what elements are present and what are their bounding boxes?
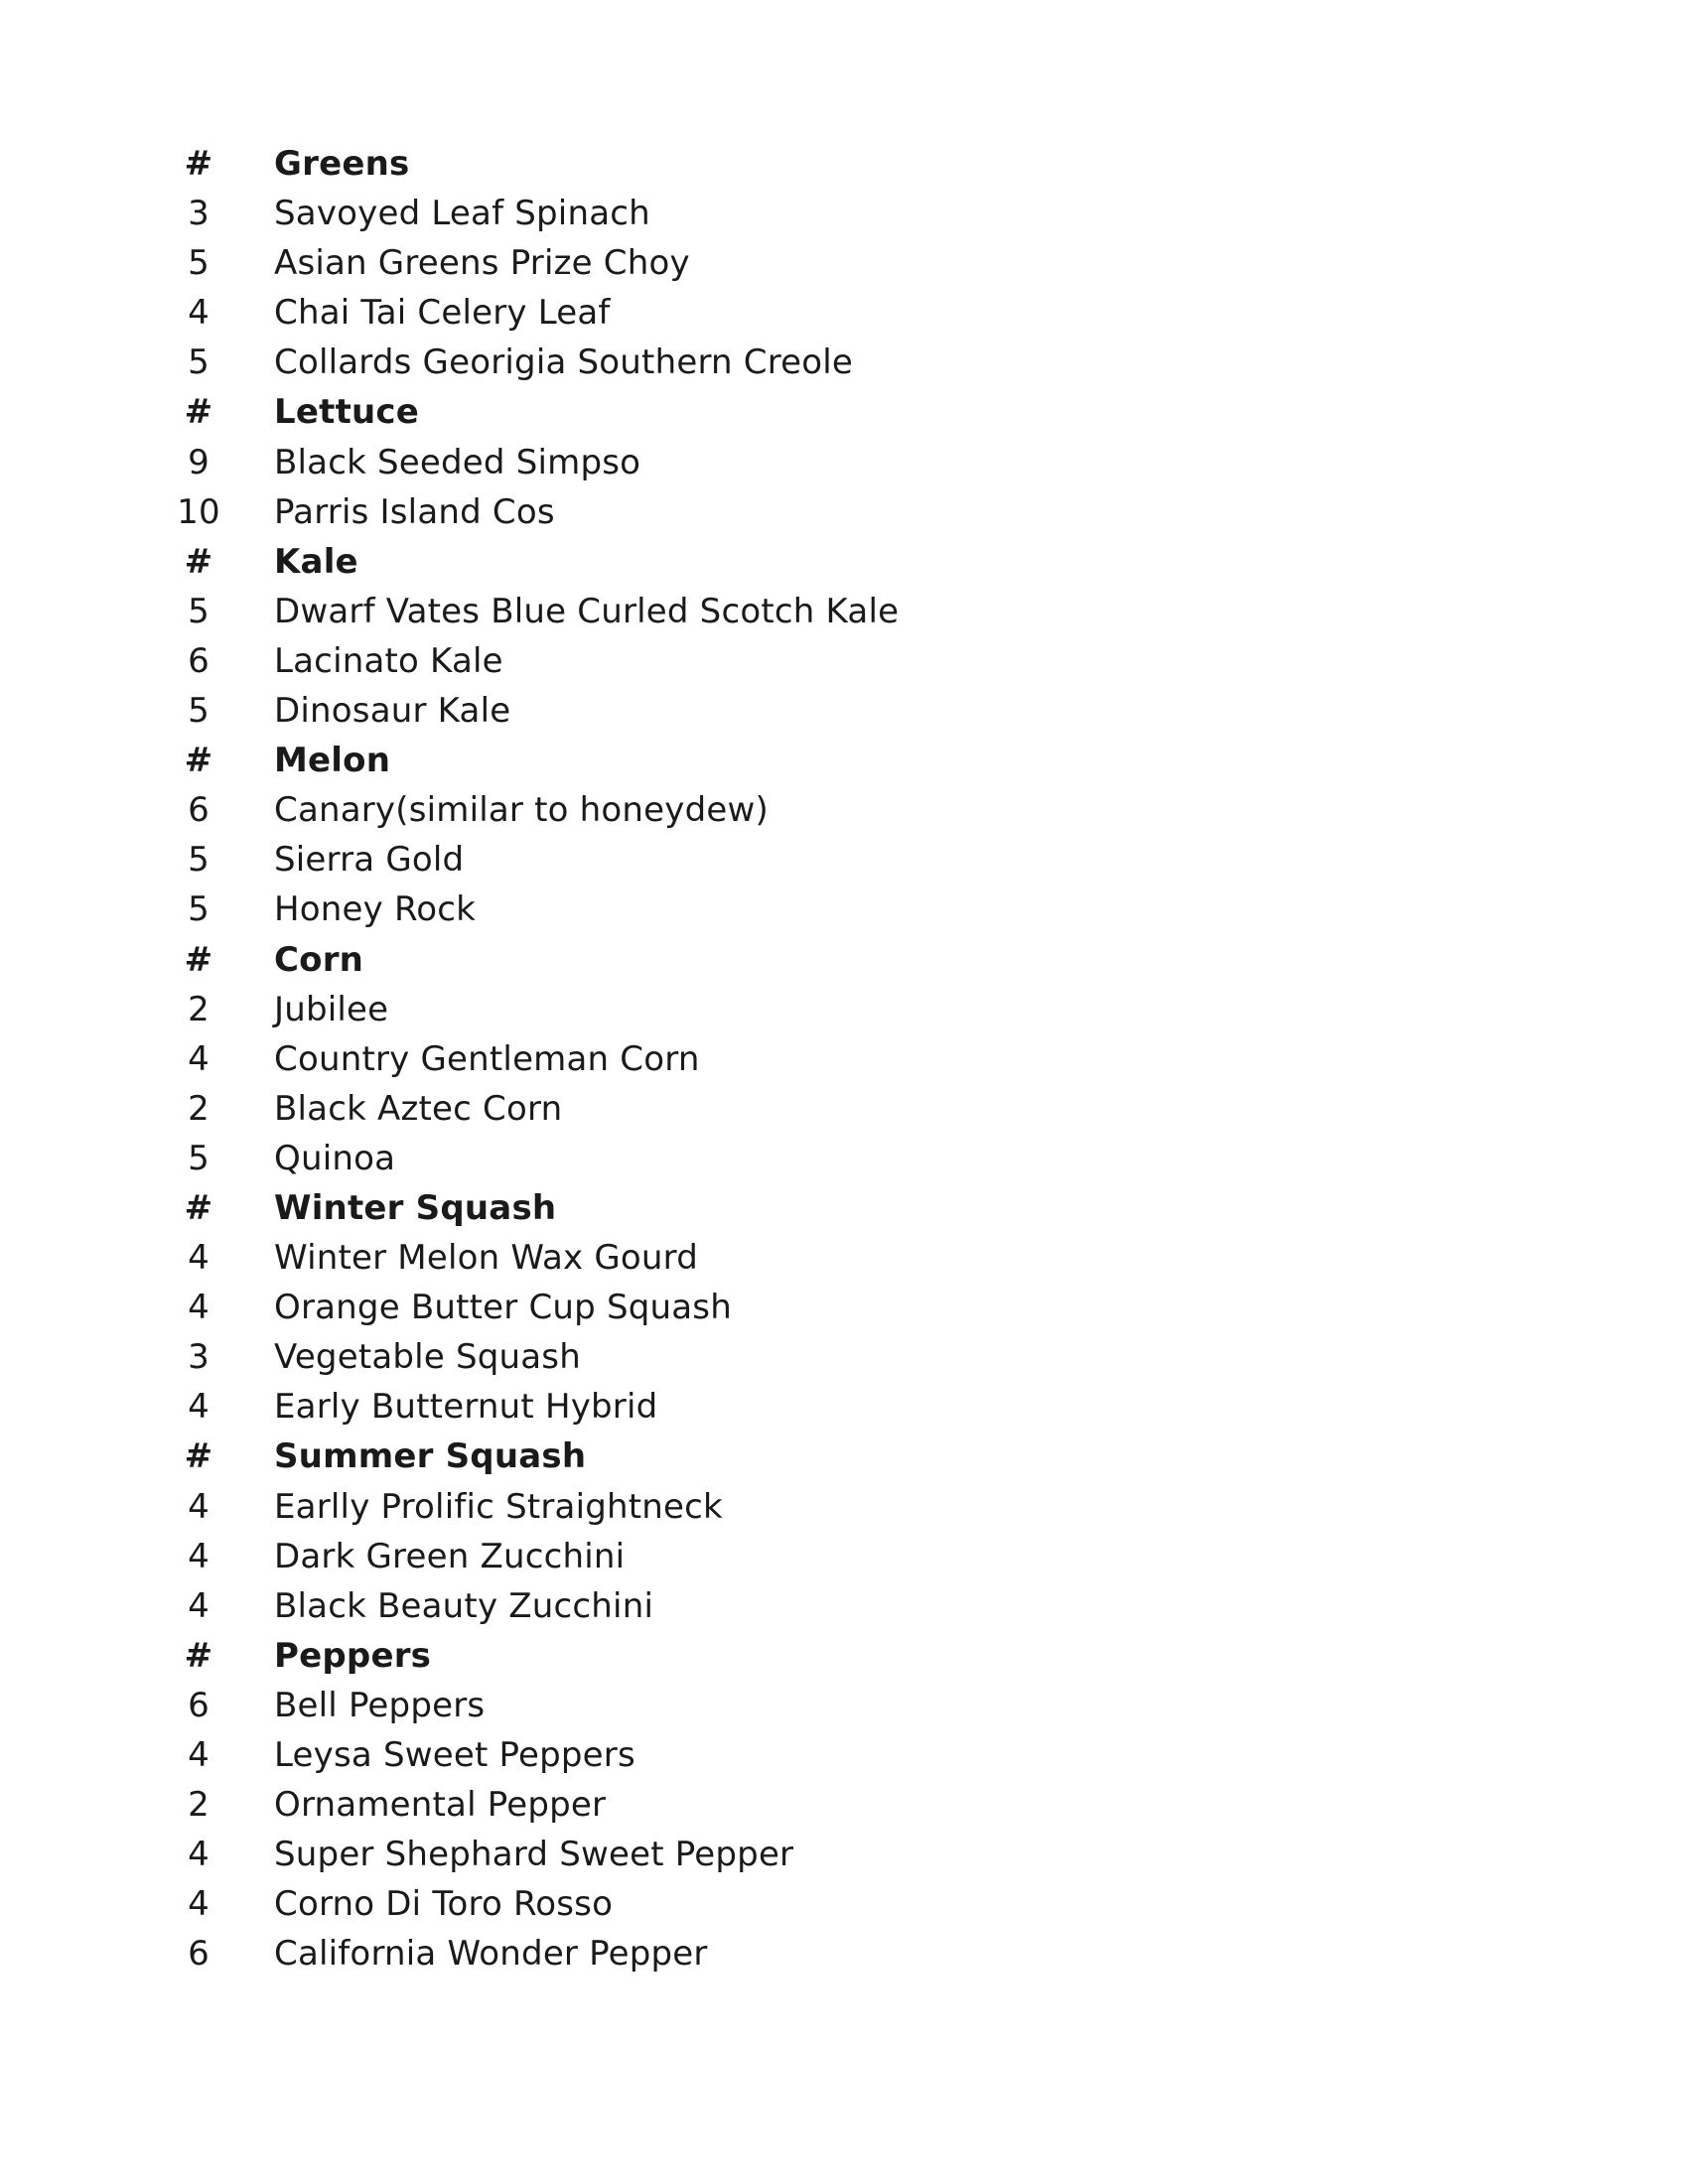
list-item [159, 686, 1251, 736]
list-item [159, 587, 1251, 636]
item-name: Bell Peppers [274, 1685, 486, 1725]
section-marker: # [184, 144, 213, 184]
item-name: Dark Green Zucchini [274, 1536, 626, 1576]
item-name: Jubilee [274, 989, 389, 1029]
list-item [159, 338, 1251, 387]
section-header [159, 387, 1251, 437]
item-name: Ornamental Pepper [274, 1785, 607, 1826]
item-quantity: 4 [188, 1884, 210, 1925]
list-item [159, 1084, 1251, 1134]
item-name: Quinoa [274, 1138, 396, 1178]
item-quantity: 3 [188, 194, 210, 234]
item-quantity: 5 [188, 691, 210, 732]
list-item [159, 1730, 1251, 1780]
list-item [159, 1581, 1251, 1631]
item-quantity: 6 [188, 1685, 210, 1725]
list-item [159, 1482, 1251, 1532]
section-marker: # [184, 541, 213, 582]
item-name: Dinosaur Kale [274, 691, 511, 732]
section-marker: # [184, 1635, 213, 1676]
item-quantity: 4 [188, 1387, 210, 1428]
item-quantity: 2 [188, 1088, 210, 1129]
section-header [159, 1631, 1251, 1681]
item-quantity: 5 [188, 889, 210, 930]
item-quantity: 4 [188, 1835, 210, 1875]
item-quantity: 4 [188, 1038, 210, 1079]
item-name: Winter Melon Wax Gourd [274, 1238, 699, 1279]
item-name: Early Butternut Hybrid [274, 1387, 658, 1428]
item-quantity: 4 [188, 293, 210, 334]
item-quantity: 2 [188, 1785, 210, 1826]
section-header [159, 537, 1251, 587]
list-item [159, 288, 1251, 338]
item-name: Asian Greens Prize Choy [274, 243, 690, 284]
item-quantity: 5 [188, 243, 210, 284]
item-name: Black Beauty Zucchini [274, 1585, 654, 1626]
item-name: Leysa Sweet Peppers [274, 1735, 635, 1775]
section-header [159, 1183, 1251, 1233]
item-name: Savoyed Leaf Spinach [274, 194, 650, 234]
item-quantity: 4 [188, 1536, 210, 1576]
item-name: Vegetable Squash [274, 1337, 581, 1378]
section-title: Winter Squash [274, 1187, 557, 1228]
item-name: Orange Butter Cup Squash [274, 1288, 732, 1328]
seed-list [159, 139, 1251, 1979]
section-marker: # [184, 392, 213, 433]
section-marker: # [184, 1187, 213, 1228]
item-name: Lacinato Kale [274, 640, 503, 681]
list-item [159, 1134, 1251, 1183]
list-item [159, 1929, 1251, 1979]
item-name: Chai Tai Celery Leaf [274, 293, 611, 334]
item-quantity: 4 [188, 1735, 210, 1775]
list-item [159, 636, 1251, 686]
item-quantity: 6 [188, 640, 210, 681]
list-item [159, 1879, 1251, 1929]
item-name: Country Gentleman Corn [274, 1038, 700, 1079]
item-quantity: 6 [188, 1934, 210, 1975]
section-title: Peppers [274, 1635, 432, 1676]
section-header [159, 139, 1251, 189]
list-item [159, 238, 1251, 288]
item-name: Canary(similar to honeydew) [274, 790, 769, 831]
item-name: California Wonder Pepper [274, 1934, 708, 1975]
item-quantity: 6 [188, 790, 210, 831]
list-item [159, 1830, 1251, 1879]
section-title: Lettuce [274, 392, 420, 433]
item-name: Parris Island Cos [274, 491, 555, 532]
section-marker: # [184, 741, 213, 781]
list-item [159, 438, 1251, 487]
list-item [159, 487, 1251, 537]
item-name: Dwarf Vates Blue Curled Scotch Kale [274, 591, 900, 631]
list-item [159, 835, 1251, 885]
section-title: Greens [274, 144, 410, 184]
list-item [159, 1034, 1251, 1084]
item-quantity: 5 [188, 1138, 210, 1178]
list-item [159, 1780, 1251, 1830]
list-item [159, 1382, 1251, 1432]
list-item [159, 1532, 1251, 1581]
section-title: Kale [274, 541, 358, 582]
item-name: Super Shephard Sweet Pepper [274, 1835, 794, 1875]
item-quantity: 5 [188, 342, 210, 383]
item-quantity: 5 [188, 591, 210, 631]
item-quantity: 4 [188, 1238, 210, 1279]
list-item [159, 885, 1251, 934]
item-quantity: 9 [188, 442, 210, 482]
item-quantity: 10 [177, 491, 220, 532]
item-quantity: 4 [188, 1288, 210, 1328]
item-quantity: 3 [188, 1337, 210, 1378]
item-quantity: 4 [188, 1486, 210, 1527]
list-item [159, 1283, 1251, 1332]
item-name: Earlly Prolific Straightneck [274, 1486, 723, 1527]
section-title: Corn [274, 939, 364, 980]
item-quantity: 2 [188, 989, 210, 1029]
item-name: Black Aztec Corn [274, 1088, 563, 1129]
item-name: Honey Rock [274, 889, 477, 930]
item-name: Corno Di Toro Rosso [274, 1884, 614, 1925]
list-item [159, 1681, 1251, 1730]
section-header [159, 736, 1251, 785]
list-item [159, 785, 1251, 835]
section-header [159, 935, 1251, 985]
section-title: Melon [274, 741, 391, 781]
item-name: Collards Georigia Southern Creole [274, 342, 854, 383]
list-item [159, 1332, 1251, 1382]
section-marker: # [184, 939, 213, 980]
item-quantity: 5 [188, 840, 210, 881]
section-title: Summer Squash [274, 1436, 587, 1477]
section-marker: # [184, 1436, 213, 1477]
list-item [159, 1233, 1251, 1283]
list-item [159, 985, 1251, 1034]
item-quantity: 4 [188, 1585, 210, 1626]
list-item [159, 189, 1251, 238]
item-name: Black Seeded Simpso [274, 442, 641, 482]
item-name: Sierra Gold [274, 840, 465, 881]
section-header [159, 1432, 1251, 1481]
